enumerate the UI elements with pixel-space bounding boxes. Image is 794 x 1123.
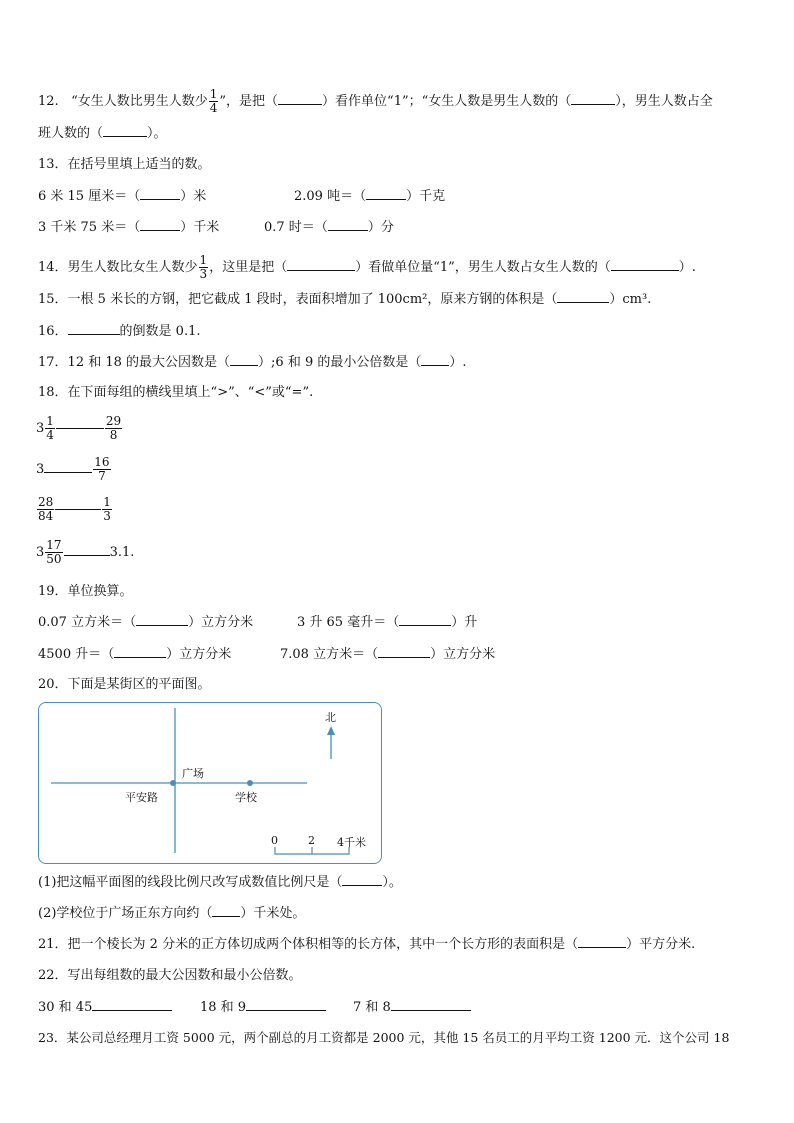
answer-blank[interactable]: [140, 218, 180, 231]
map-drawing: [39, 703, 381, 863]
question-19-d: 7.08 立方米＝（ ）立方分米: [280, 647, 496, 662]
question-16: 16． 的倒数是 0.1.: [38, 324, 201, 339]
scale-label-2: 2: [308, 834, 315, 847]
answer-blank[interactable]: [68, 322, 120, 335]
answer-blank[interactable]: [421, 353, 449, 366]
question-19-b: 3 升 65 毫升＝（ ）升: [297, 615, 478, 630]
answer-blank[interactable]: [114, 645, 166, 658]
fraction-1-4: $\frac{1}{4}$: [209, 87, 218, 115]
answer-blank[interactable]: [328, 218, 368, 231]
question-18-title: 18．在下面每组的横线里填上“>”、“<”或“=”.: [38, 385, 314, 400]
answer-blank[interactable]: [278, 92, 322, 105]
question-13-b: 2.09 吨＝（ ）千克: [294, 189, 446, 204]
answer-blank[interactable]: [611, 258, 679, 271]
north-label: 北: [325, 711, 336, 724]
question-13-title: 13．在括号里填上适当的数。: [38, 157, 211, 172]
school-dot: [247, 780, 253, 786]
compare-row-4: 3 $\frac{17}{50}$ 3.1.: [36, 538, 135, 566]
answer-blank[interactable]: [578, 935, 626, 948]
question-22-c: 7 和 8: [353, 998, 471, 1017]
compare-blank[interactable]: [64, 555, 110, 556]
answer-blank[interactable]: [246, 998, 326, 1011]
fraction-1-3: $\frac{1}{3}$: [199, 253, 208, 281]
answer-blank[interactable]: [378, 645, 430, 658]
answer-blank[interactable]: [212, 904, 240, 917]
compare-blank[interactable]: [55, 509, 101, 510]
answer-blank[interactable]: [366, 187, 406, 200]
question-23: 23．某公司总经理月工资 5000 元，两个副总的月工资都是 2000 元，其他 15 名员工的月平均工资 1200 元．这个公司 18: [38, 1030, 730, 1045]
answer-blank[interactable]: [140, 187, 180, 200]
compare-blank[interactable]: [56, 428, 104, 429]
answer-blank[interactable]: [92, 998, 172, 1011]
square-label: 广场: [182, 767, 204, 780]
answer-blank[interactable]: [391, 998, 471, 1011]
question-14: 14．男生人数比女生人数少 $\frac{1}{3}$ ，这里是把（ ）看做单位量“1”，男生人数占女生人数的（ ）.: [38, 253, 696, 281]
north-arrow-icon: [327, 726, 335, 735]
road-label: 平安路: [125, 791, 158, 804]
compare-row-1: 3 $\frac{1}{4}$ $\frac{29}{8}$: [36, 414, 122, 442]
street-map: [38, 702, 382, 864]
question-19-c: 4500 升＝（ ）立方分米: [38, 647, 232, 662]
square-dot: [170, 780, 176, 786]
compare-blank[interactable]: [44, 472, 92, 473]
answer-blank[interactable]: [342, 873, 382, 886]
question-12-line-2: 班人数的（ ）。: [38, 126, 167, 141]
scale-label-0: 0: [271, 834, 278, 847]
question-22-b: 18 和 9: [200, 998, 326, 1017]
answer-blank[interactable]: [287, 258, 355, 271]
question-22-a: 30 和 45: [38, 998, 172, 1017]
answer-blank[interactable]: [136, 613, 188, 626]
question-22-title: 22．写出每组数的最大公因数和最小公倍数。: [38, 968, 302, 983]
question-17: 17．12 和 18 的最大公因数是（ ）;6 和 9 的最小公倍数是（ ）.: [38, 355, 467, 370]
school-label: 学校: [235, 791, 257, 804]
question-13-c: 3 千米 75 米＝（ ）千米: [38, 220, 220, 235]
question-20-title: 20．下面是某街区的平面图。: [38, 677, 211, 692]
question-13-a: 6 米 15 厘米＝（ ）米: [38, 189, 207, 204]
question-21: 21．把一个棱长为 2 分米的正方体切成两个体积相等的长方体，其中一个长方形的表面积是（ ）平方分米.: [38, 937, 696, 952]
question-20-sub1: (1)把这幅平面图的线段比例尺改写成数值比例尺是（ ）。: [38, 875, 402, 890]
compare-row-3: $\frac{28}{84}$ $\frac{1}{3}$: [38, 495, 111, 523]
answer-blank[interactable]: [103, 124, 147, 137]
question-12-line-1: 12. “女生人数比男生人数少 $\frac{1}{4}$ ”，是把（ ）看作单位“1”；“女生人数是男生人数的（ ），男生人数占全: [38, 87, 713, 115]
question-19-a: 0.07 立方米＝（ ）立方分米: [38, 615, 254, 630]
answer-blank[interactable]: [571, 92, 615, 105]
question-15: 15．一根 5 米长的方钢，把它截成 1 段时，表面积增加了 100cm²，原来方钢的体积是（ ）cm³.: [38, 292, 652, 307]
question-13-d: 0.7 时＝（ ）分: [264, 220, 394, 235]
answer-blank[interactable]: [399, 613, 451, 626]
answer-blank[interactable]: [557, 290, 609, 303]
compare-row-2: 3 $\frac{16}{7}$: [36, 455, 110, 483]
question-20-sub2: (2)学校位于广场正东方向约（ ）千米处。: [38, 906, 306, 921]
answer-blank[interactable]: [230, 353, 258, 366]
scale-label-4: 4千米: [337, 836, 366, 849]
question-19-title: 19．单位换算。: [38, 584, 133, 599]
q12-number: 12.: [38, 94, 59, 109]
